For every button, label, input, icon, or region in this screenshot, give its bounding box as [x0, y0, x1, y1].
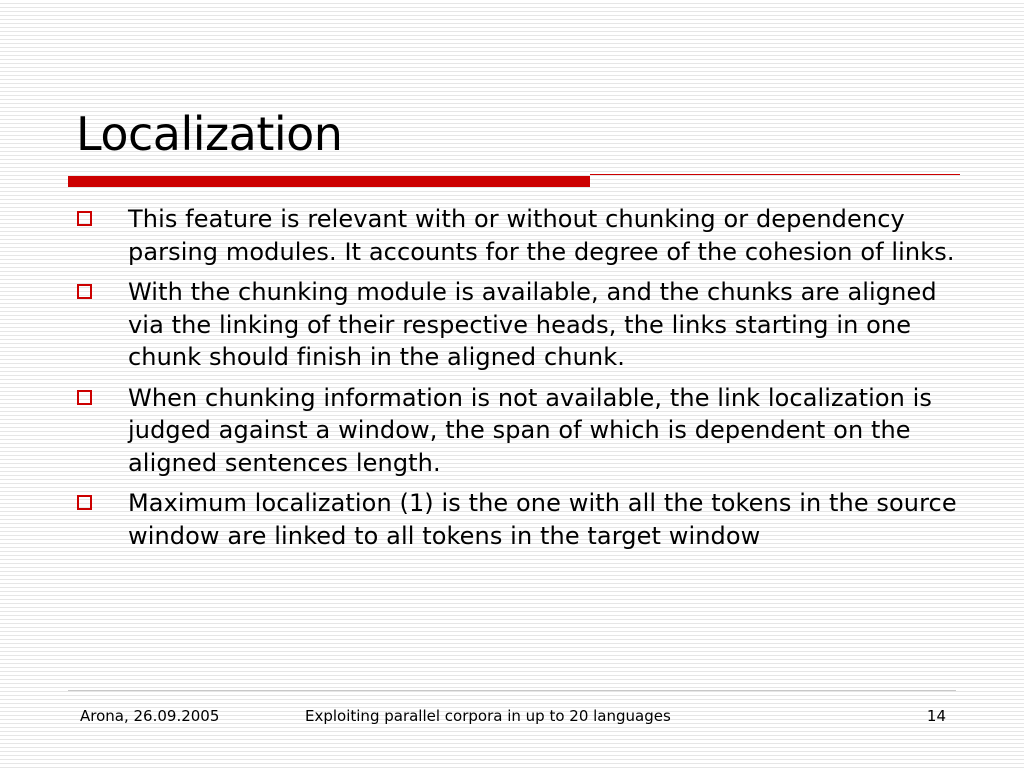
- hollow-square-icon: [77, 390, 92, 405]
- bullet-text: When chunking information is not available, the link localization is judged against a window, the span of which is dependent on the aligned sentences length.: [128, 383, 933, 477]
- footer-divider: [68, 690, 956, 691]
- hollow-square-icon: [77, 495, 92, 510]
- bullet-text: Maximum localization (1) is the one with all the tokens in the source window are linked to all tokens in the target window: [128, 489, 957, 550]
- slide-title: Localization: [76, 107, 343, 161]
- footer-presentation-title: Exploiting parallel corpora in up to 20 languages: [305, 707, 671, 725]
- title-underline-thick: [68, 176, 590, 187]
- hollow-square-icon: [77, 284, 92, 299]
- title-underline-thin: [590, 174, 960, 175]
- bullet-item: [76, 203, 976, 268]
- bullet-item: [76, 382, 976, 480]
- footer-page-number: 14: [926, 707, 946, 725]
- footer-date-location: Arona, 26.09.2005: [80, 707, 220, 725]
- bullet-list: [76, 203, 976, 560]
- bullet-text: With the chunking module is available, and the chunks are aligned via the linking of their respective heads, the links starting in one chunk should finish in the aligned chunk.: [128, 278, 937, 371]
- hollow-square-icon: [77, 211, 92, 226]
- title-underline: [68, 174, 960, 188]
- bullet-item: [76, 487, 976, 552]
- bullet-text: This feature is relevant with or without chunking or dependency parsing modules. It accounts for the degree of the cohesion of links.: [128, 205, 955, 266]
- bullet-item: [76, 276, 976, 374]
